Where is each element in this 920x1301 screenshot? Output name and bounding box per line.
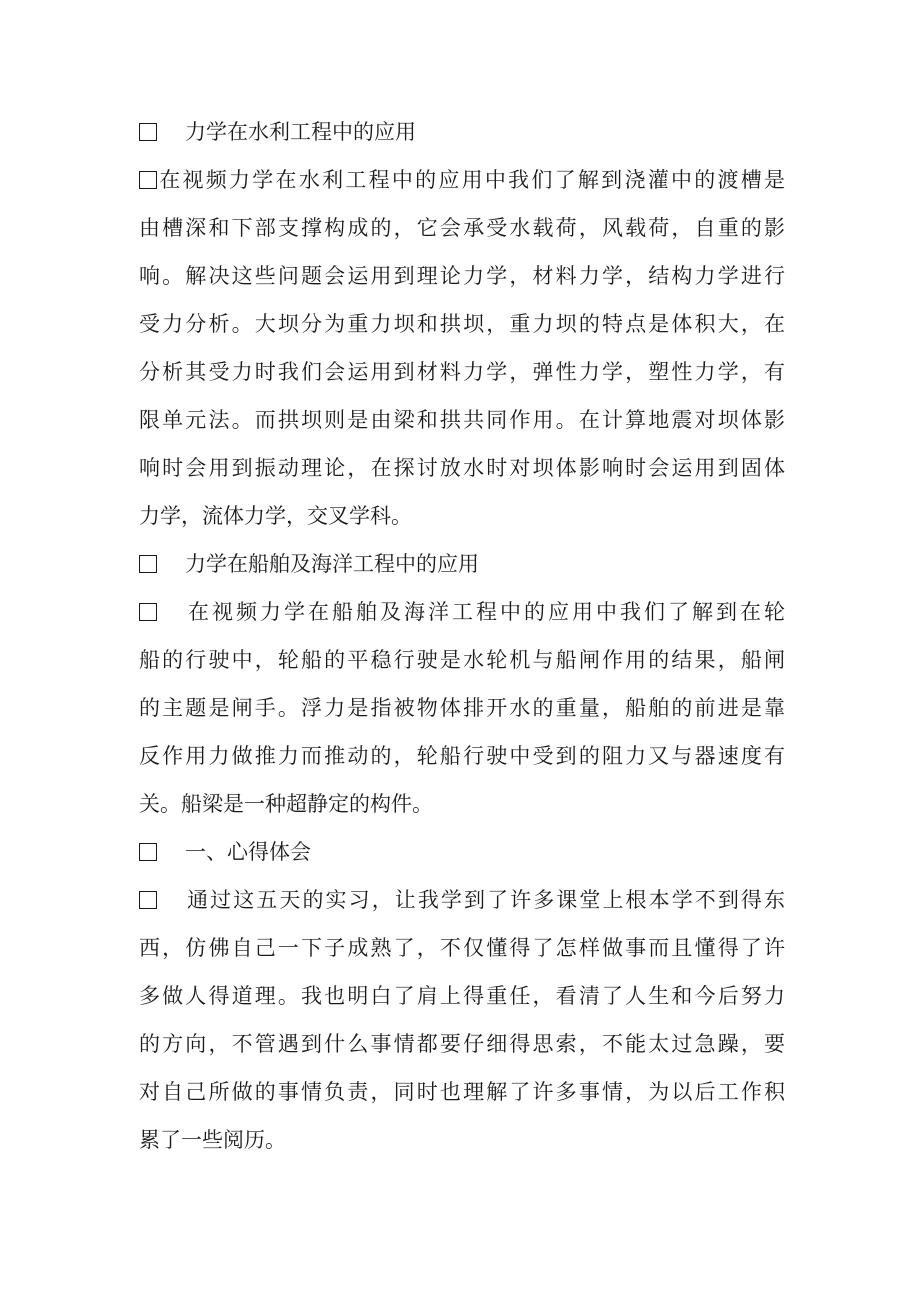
line-text: 反作用力做推力而推动的，轮船行驶中受到的阻力又与器速度有 [139,744,785,768]
checkbox-square-icon [139,171,157,189]
paragraph-start-line [139,876,785,924]
checkbox-square-icon [139,891,157,909]
line-text: 通过这五天的实习，让我学到了许多课堂上根本学不到得东 [185,888,785,912]
line-text: 的方向，不管遇到什么事情都要仔细得思索，不能太过急躁，要 [139,1032,785,1056]
line-text: 限单元法。而拱坝则是由梁和拱共同作用。在计算地震对坝体影 [139,408,785,432]
text-line [139,1068,785,1116]
line-text: 力学在船舶及海洋工程中的应用 [185,552,479,576]
line-text: 的主题是闸手。浮力是指被物体排开水的重量，船舶的前进是靠 [139,696,785,720]
text-line [139,732,785,780]
text-line [139,1020,785,1068]
paragraph-start-line [139,540,785,588]
text-line [139,204,785,252]
line-text: 一、心得体会 [185,840,311,864]
line-text: 力学在水利工程中的应用 [185,120,416,144]
text-line [139,972,785,1020]
line-text: 由槽深和下部支撑构成的，它会承受水载荷，风载荷，自重的影 [139,216,785,240]
line-text: 受力分析。大坝分为重力坝和拱坝，重力坝的特点是体积大，在 [139,312,785,336]
checkbox-square-icon [139,843,157,861]
text-line [139,348,785,396]
line-text: 力学，流体力学，交叉学科。 [139,504,412,528]
text-line [139,252,785,300]
line-text: 对自己所做的事情负责，同时也理解了许多事情，为以后工作积 [139,1080,785,1104]
text-line [139,396,785,444]
checkbox-square-icon [139,603,157,621]
line-text: 船的行驶中，轮船的平稳行驶是水轮机与船闸作用的结果，船闸 [139,648,785,672]
line-text: 分析其受力时我们会运用到材料力学，弹性力学，塑性力学，有 [139,360,785,384]
text-line [139,684,785,732]
line-text: 多做人得道理。我也明白了肩上得重任，看清了人生和今后努力 [139,984,785,1008]
text-line [139,924,785,972]
line-text: 累了一些阅历。 [139,1128,286,1152]
checkbox-square-icon [139,123,157,141]
text-line [139,300,785,348]
text-line [139,444,785,492]
text-line [139,780,785,828]
line-text: 响。解决这些问题会运用到理论力学，材料力学，结构力学进行 [139,264,785,288]
text-line [139,636,785,684]
document-body [139,108,785,1164]
paragraph-start-line [139,108,785,156]
line-text: 在视频力学在船舶及海洋工程中的应用中我们了解到在轮 [185,600,785,624]
line-text: 西，仿佛自己一下子成熟了，不仅懂得了怎样做事而且懂得了许 [139,936,785,960]
text-line [139,492,785,540]
line-text: 在视频力学在水利工程中的应用中我们了解到浇灌中的渡槽是 [157,168,785,192]
paragraph-start-line [139,828,785,876]
paragraph-start-line [139,588,785,636]
paragraph-start-line [139,156,785,204]
line-text: 响时会用到振动理论，在探讨放水时对坝体影响时会运用到固体 [139,456,785,480]
checkbox-square-icon [139,555,157,573]
text-line [139,1116,785,1164]
line-text: 关。船梁是一种超静定的构件。 [139,792,433,816]
